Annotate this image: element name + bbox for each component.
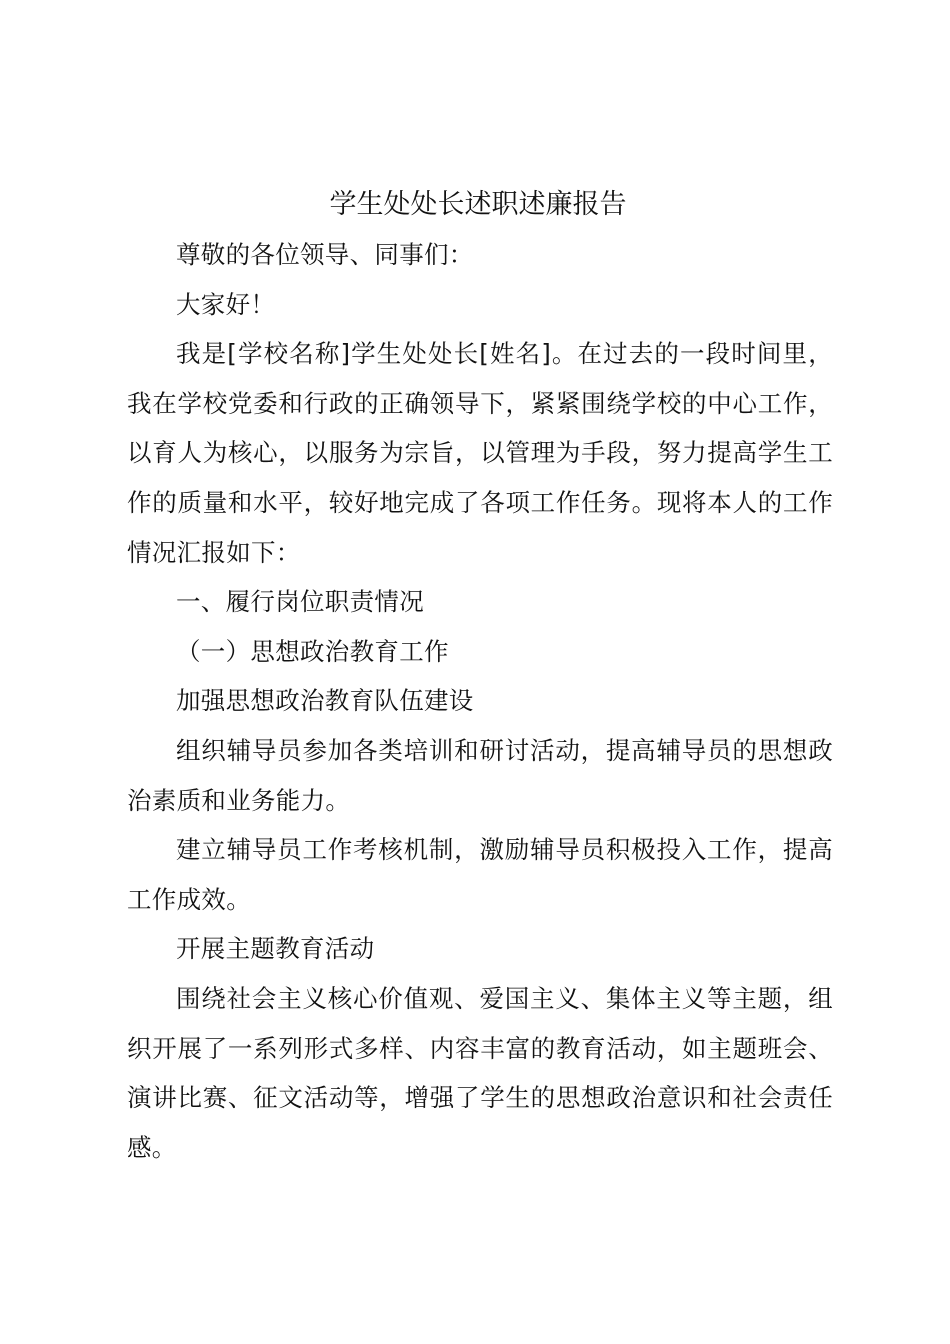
- item-heading: 开展主题教育活动: [176, 934, 375, 964]
- salutation: 尊敬的各位领导、同事们：: [176, 240, 474, 269]
- body-paragraph: 建立辅导员工作考核机制，激励辅导员积极投入工作，提高工作成效。: [127, 835, 833, 914]
- document-title: 学生处处长述职述廉报告: [329, 189, 627, 220]
- greeting: 大家好！: [176, 289, 276, 319]
- document-body: [127, 230, 833, 1172]
- intro-paragraph: 我是[学校名称]学生处处长[姓名]。在过去的一段时间里，我在学校党委和行政的正确领导下，紧紧围绕学校的中心工作，以育人为核心，以服务为宗旨，以管理为手段，努力提高学生工作的质量和水平，较好地完成了各项工作任务。现将本人的工作情况汇报如下：: [127, 339, 833, 567]
- body-paragraph: 围绕社会主义核心价值观、爱国主义、集体主义等主题，组织开展了一系列形式多样、内容丰富的教育活动，如主题班会、演讲比赛、征文活动等，增强了学生的思想政治意识和社会责任感。: [127, 983, 833, 1162]
- body-paragraph: 组织辅导员参加各类培训和研讨活动，提高辅导员的思想政治素质和业务能力。: [127, 735, 833, 815]
- section-heading: 一、履行岗位职责情况: [176, 587, 424, 617]
- item-heading: 加强思想政治教育队伍建设: [176, 686, 474, 716]
- subsection-heading: （一）思想政治教育工作: [176, 636, 449, 666]
